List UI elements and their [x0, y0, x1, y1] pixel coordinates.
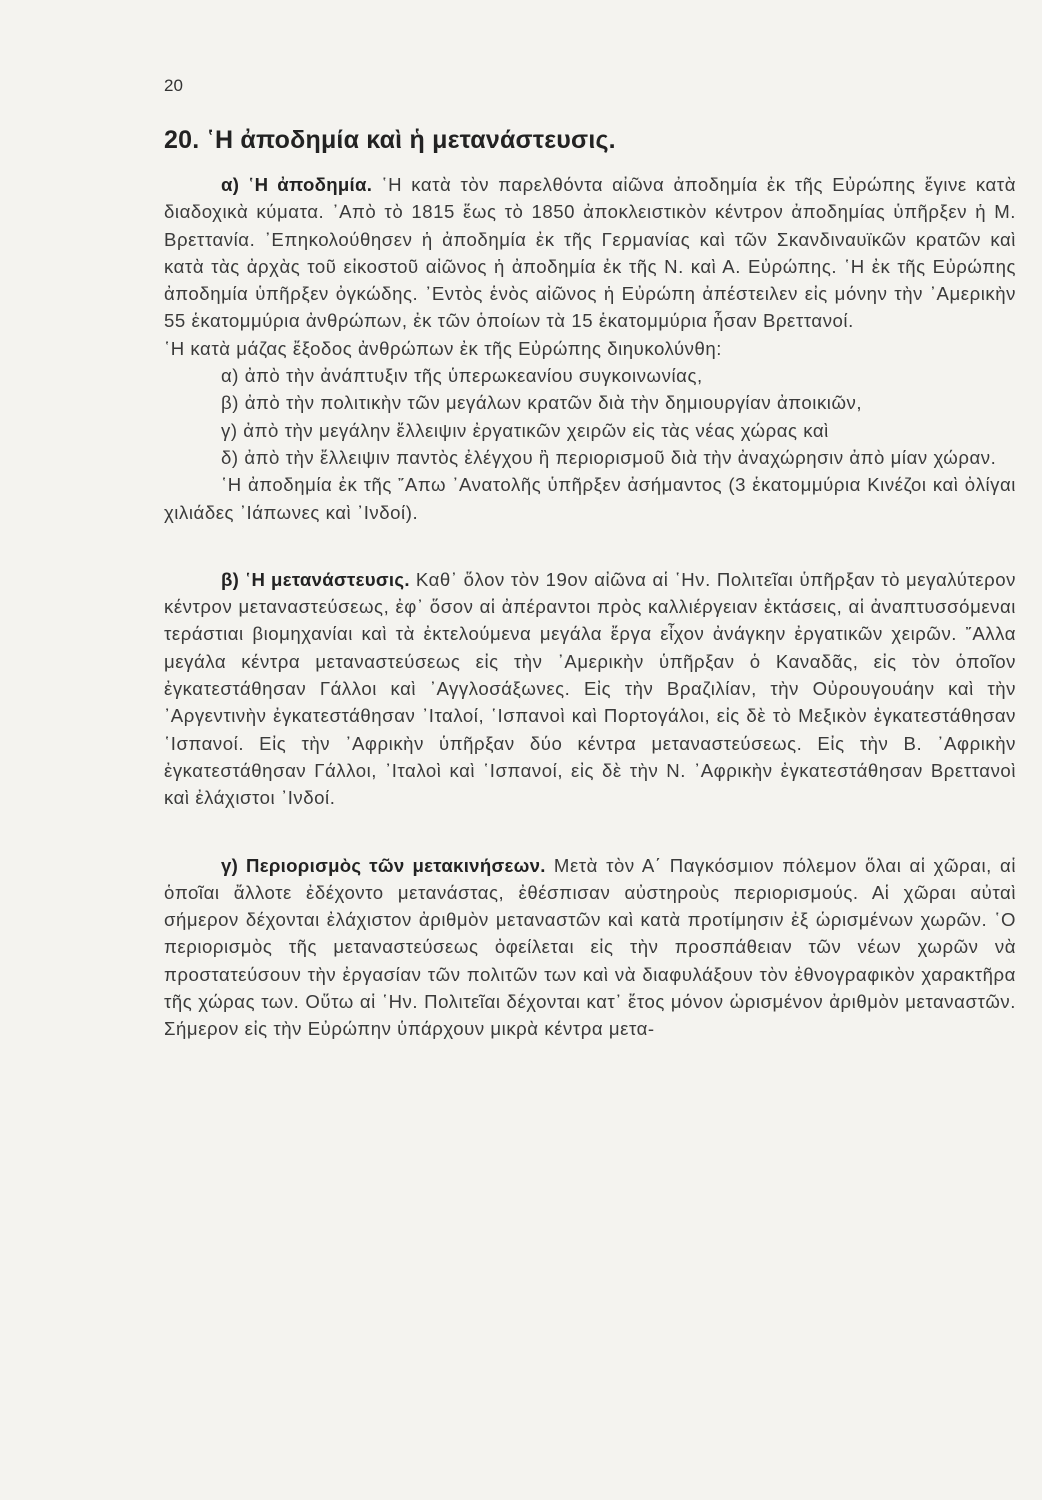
section-a-paragraph-3: ῾Η ἀποδημία ἐκ τῆς ῎Απω ᾿Ανατολῆς ὑπῆρξεν ἀσήμαντος (3 ἑκατομμύρια Κινέζοι καὶ ὀλίγαι χιλιάδες ᾿Ιάπωνες καὶ ᾿Ινδοί). [164, 474, 1016, 523]
section-b-text: Καθ᾿ ὅλον τὸν 19ον αἰῶνα αἱ ῾Ην. Πολιτεῖαι ὑπῆρξαν τὸ μεγαλύτερον κέντρον μεταναστεύσεως, ἐφ᾿ ὅσον αἱ ἀπέραντοι πρὸς καλλιέργειαν ἐκτάσεις, αἱ ἀναπτυσσόμεναι τεράστιαι βιομηχανίαι καὶ τὰ ἐκτελούμενα μεγάλα ἔργα εἶχον ἀνάγκην ἐργατικῶν χειρῶν. ῎Αλλα μεγάλα κέντρα μεταναστεύσεως εἰς τὴν ᾿Αμερικὴν ὑπῆρξαν ὁ Καναδᾶς, εἰς τὸν ὁποῖον ἐγκατεστάθησαν Γάλλοι καὶ ᾿Αγγλοσάξωνες. Εἰς τὴν Βραζιλίαν, τὴν Οὐρουγουάην καὶ τὴν ᾿Αργεντινὴν ἐγκατεστάθησαν ᾿Ιταλοί, ῾Ισπανοὶ καὶ Πορτογάλοι, εἰς δὲ τὸ Μεξικὸν ἐγκατεστάθησαν ῾Ισπανοί. Εἰς τὴν ᾿Αφρικὴν ὑπῆρξαν δύο κέντρα μεταναστεύσεως. Εἰς τὴν Β. ᾿Αφρικὴν ἐγκατεστάθησαν Γάλλοι, ᾿Ιταλοὶ καὶ ῾Ισπανοί, εἰς δὲ τὴν Ν. ᾿Αφρικὴν ἐγκατεστάθησαν Βρεττανοὶ καὶ ἐλάχιστοι ᾿Ινδοί. [164, 568, 1017, 809]
page-number: 20 [164, 76, 183, 95]
list-item: β) ἀπὸ τὴν πολιτικὴν τῶν μεγάλων κρατῶν διὰ τὴν δημιουργίαν ἀποικιῶν, [221, 392, 863, 414]
section-b-paragraph [164, 566, 1016, 812]
section-a-paragraph-2: ῾Η κατὰ μάζας ἔξοδος ἀνθρώπων ἐκ τῆς Εὐρώπης διηυκολύνθη: [164, 337, 723, 359]
section-c-paragraph [164, 852, 1016, 1043]
section-a-text: ῾Η κατὰ τὸν παρελθόντα αἰῶνα ἀποδημία ἐκ τῆς Εὐρώπης ἔγινε κατὰ διαδοχικὰ κύματα. ᾿Απὸ τὸ 1815 ἕως τὸ 1850 ἀποκλειστικὸν κέντρον ἀποδημίας ὑπῆρξεν ἡ Μ. Βρεττανία. ᾿Επηκολούθησεν ἡ ἀποδημία ἐκ τῆς Γερμανίας καὶ τῶν Σκανδιναυϊκῶν κρατῶν καὶ κατὰ τὰς ἀρχὰς τοῦ εἰκοστοῦ αἰῶνος ἡ ἀποδημία ἐκ τῆς Ν. καὶ Α. Εὐρώπης. ῾Η ἐκ τῆς Εὐρώπης ἀποδημία ὑπῆρξεν ὀγκώδης. ᾿Εντὸς ἑνὸς αἰῶνος ἡ Εὐρώπη ἀπέστειλεν εἰς μόνην τὴν ᾿Αμερικὴν 55 ἑκατομμύρια ἀνθρώπων, ἐκ τῶν ὁποίων τὰ 15 ἑκατομμύρια ἦσαν Βρεττανοί. [164, 174, 1017, 332]
list-item: α) ἀπὸ τὴν ἀνάπτυξιν τῆς ὑπερωκεανίου συγκοινωνίας, [221, 365, 703, 387]
section-immigration [164, 566, 1016, 812]
section-c-heading: γ) Περιορισμὸς τῶν μετακινήσεων. [221, 854, 546, 876]
section-b-heading: β) ῾Η μετανάστευσις. [221, 568, 410, 590]
section-emigration [164, 171, 1016, 526]
list-item: δ) ἀπὸ τὴν ἔλλειψιν παντὸς ἐλέγχου ἢ περιορισμοῦ διὰ τὴν ἀναχώρησιν ἀπὸ μίαν χώραν. [221, 446, 997, 468]
section-c-text: Μετὰ τὸν Α΄ Παγκόσμιον πόλεμον ὅλαι αἱ χῶραι, αἱ ὁποῖαι ἄλλοτε ἐδέχοντο μετανάστας, ἐθέσπισαν αὐστηροὺς περιορισμούς. Αἱ χῶραι αὐταὶ σήμερον δέχονται ἐλάχιστον ἀριθμὸν μεταναστῶν καὶ κατὰ προτίμησιν ἐξ ὡρισμένων χωρῶν. ῾Ο περιορισμὸς τῆς μεταναστεύσεως ὀφείλεται εἰς τὴν προσπάθειαν τῶν νέων χωρῶν νὰ προστατεύσουν τὴν ἐργασίαν τῶν πολιτῶν των καὶ νὰ διαφυλάξουν τὸν ἐθνογραφικὸν χαρακτῆρα τῆς χώρας των. Οὕτω αἱ ῾Ην. Πολιτεῖαι δέχονται κατ᾿ ἔτος μόνον ὡρισμένον ἀριθμὸν μεταναστῶν. Σήμερον εἰς τὴν Εὐρώπην ὑπάρχουν μικρὰ κέντρα μετα- [164, 854, 1016, 1040]
list-item: γ) ἀπὸ τὴν μεγάλην ἔλλειψιν ἐργατικῶν χειρῶν εἰς τὰς νέας χώρας καὶ [221, 419, 829, 441]
chapter-title: 20. ῾Η ἀποδημία καὶ ἡ μετανάστευσις. [164, 126, 616, 154]
section-restrictions [164, 852, 1016, 1043]
section-a-paragraph-1 [164, 171, 1016, 335]
section-a-heading: α) ῾Η ἀποδημία. [221, 174, 373, 195]
